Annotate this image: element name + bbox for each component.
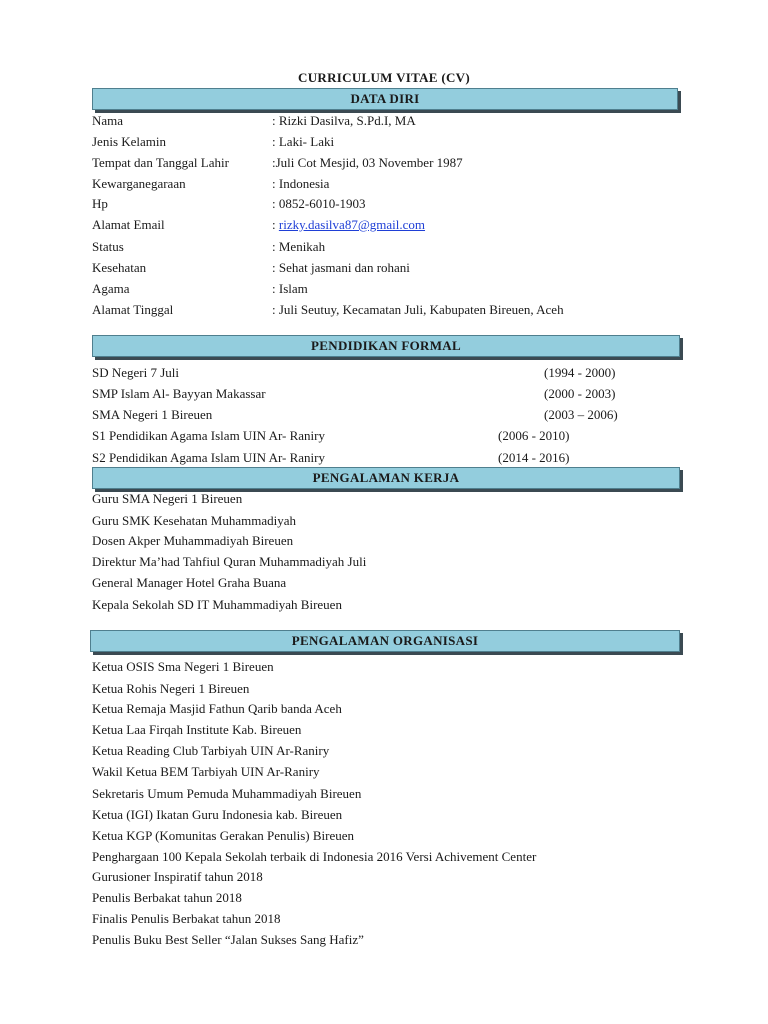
field-value: : Juli Seutuy, Kecamatan Juli, Kabupaten Bireuen, Aceh — [272, 302, 564, 317]
organization-item: Wakil Ketua BEM Tarbiyah UIN Ar-Raniry — [92, 764, 320, 779]
organization-item: Penulis Buku Best Seller “Jalan Sukses Sang Hafiz” — [92, 932, 364, 947]
education-school: SMP Islam Al- Bayyan Makassar — [92, 386, 266, 401]
email-prefix: : — [272, 217, 279, 232]
field-value: : Sehat jasmani dan rohani — [272, 260, 410, 275]
section-header-data-diri: DATA DIRI — [92, 88, 678, 110]
field-value: : Islam — [272, 281, 308, 296]
organization-item: Ketua Remaja Masjid Fathun Qarib banda Aceh — [92, 701, 342, 716]
education-years: (2003 – 2006) — [544, 407, 618, 422]
field-label: Tempat dan Tanggal Lahir — [92, 155, 229, 170]
organization-item: Ketua Reading Club Tarbiyah UIN Ar-Raniry — [92, 743, 330, 758]
work-item: Guru SMA Negeri 1 Bireuen — [92, 491, 243, 506]
organization-item: Ketua (IGI) Ikatan Guru Indonesia kab. Bireuen — [92, 807, 343, 822]
work-item: Guru SMK Kesehatan Muhammadiyah — [92, 513, 296, 528]
work-item: Direktur Ma’had Tahfiul Quran Muhammadiyah Juli — [92, 554, 367, 569]
organization-item: Ketua Laa Firqah Institute Kab. Bireuen — [92, 722, 302, 737]
field-label: Status — [92, 239, 124, 254]
field-label: Hp — [92, 196, 108, 211]
field-label: Alamat Tinggal — [92, 302, 174, 317]
section-header-organisasi: PENGALAMAN ORGANISASI — [90, 630, 680, 652]
field-value: : Menikah — [272, 239, 326, 254]
organization-item: Finalis Penulis Berbakat tahun 2018 — [92, 911, 281, 926]
field-value: :Juli Cot Mesjid, 03 November 1987 — [272, 155, 463, 170]
field-label: Agama — [92, 281, 130, 296]
field-value: : Rizki Dasilva, S.Pd.I, MA — [272, 113, 416, 128]
field-label: Nama — [92, 113, 124, 128]
email-link[interactable]: rizky.dasilva87@gmail.com — [278, 217, 426, 232]
education-years: (2000 - 2003) — [544, 386, 616, 401]
organization-item: Sekretaris Umum Pemuda Muhammadiyah Bireuen — [92, 786, 362, 801]
organization-item: Penulis Berbakat tahun 2018 — [92, 890, 242, 905]
education-school: S1 Pendidikan Agama Islam UIN Ar- Raniry — [92, 428, 325, 443]
organization-item: Penghargaan 100 Kepala Sekolah terbaik di Indonesia 2016 Versi Achivement Center — [92, 849, 537, 864]
education-years: (2006 - 2010) — [498, 428, 570, 443]
organization-item: Gurusioner Inspiratif tahun 2018 — [92, 869, 263, 884]
field-label: Jenis Kelamin — [92, 134, 167, 149]
field-label: Alamat Email — [92, 217, 165, 232]
education-years: (1994 - 2000) — [544, 365, 616, 380]
work-item: Dosen Akper Muhammadiyah Bireuen — [92, 533, 294, 548]
section-header-pendidikan: PENDIDIKAN FORMAL — [92, 335, 680, 357]
field-value: : 0852-6010-1903 — [272, 196, 366, 211]
work-item: Kepala Sekolah SD IT Muhammadiyah Bireuen — [92, 597, 342, 612]
organization-item: Ketua Rohis Negeri 1 Bireuen — [92, 681, 250, 696]
field-label: Kesehatan — [92, 260, 147, 275]
education-school: SD Negeri 7 Juli — [92, 365, 180, 380]
organization-item: Ketua KGP (Komunitas Gerakan Penulis) Bireuen — [92, 828, 354, 843]
field-value — [272, 217, 425, 233]
education-school: S2 Pendidikan Agama Islam UIN Ar- Raniry — [92, 450, 325, 465]
section-header-kerja: PENGALAMAN KERJA — [92, 467, 680, 489]
organization-item: Ketua OSIS Sma Negeri 1 Bireuen — [92, 659, 274, 674]
field-value: : Laki- Laki — [272, 134, 335, 149]
field-value: : Indonesia — [272, 176, 330, 191]
education-school: SMA Negeri 1 Bireuen — [92, 407, 213, 422]
document-title: CURRICULUM VITAE (CV) — [298, 70, 470, 85]
education-years: (2014 - 2016) — [498, 450, 570, 465]
work-item: General Manager Hotel Graha Buana — [92, 575, 287, 590]
field-label: Kewarganegaraan — [92, 176, 186, 191]
